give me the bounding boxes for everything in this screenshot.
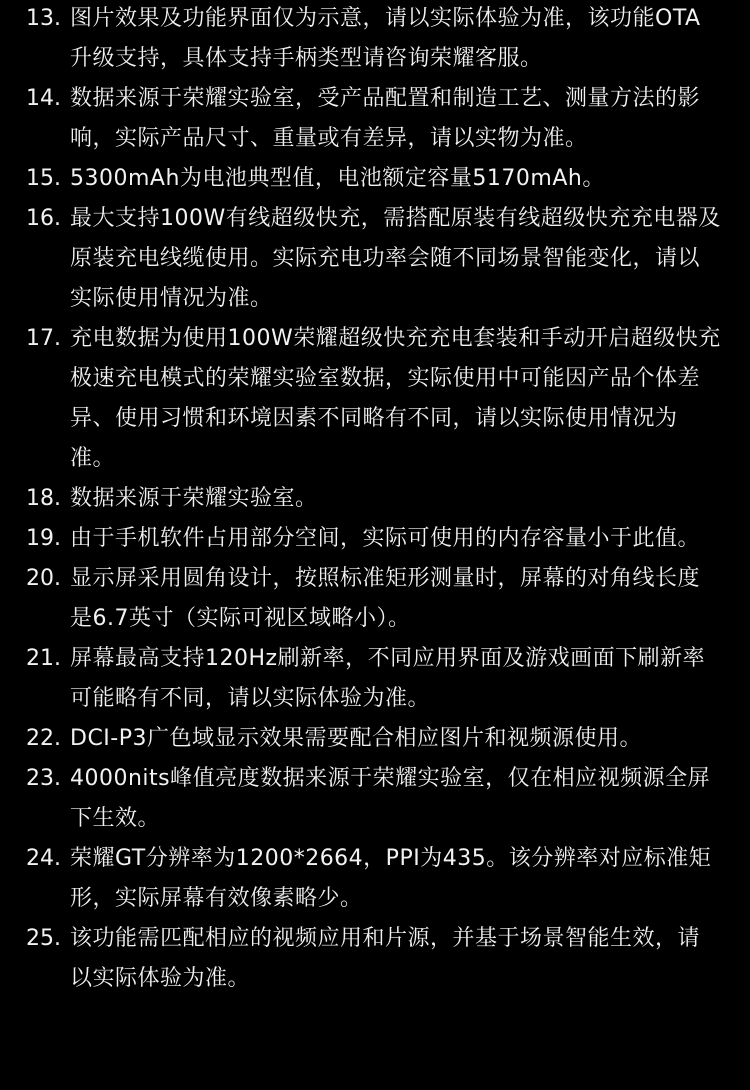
footnote-number: 18. (26, 486, 61, 511)
footnote-text: 4000nits峰值亮度数据来源于荣耀实验室，仅在相应视频源全屏下生效。 (70, 766, 711, 831)
footnote-number: 13. (26, 6, 61, 31)
footnote-text: 5300mAh为电池典型值，电池额定容量5170mAh。 (70, 166, 605, 191)
footnote-20 (0, 559, 750, 639)
footnote-23 (0, 759, 750, 839)
footnote-number: 16. (26, 206, 61, 231)
footnote-text: 充电数据为使用100W荣耀超级快充充电套装和手动开启超级快充极速充电模式的荣耀实验室数据，实际使用中可能因产品个体差异、使用习惯和环境因素不同略有不同，请以实际使用情况为准。 (70, 326, 721, 471)
footnote-14 (0, 79, 750, 159)
footnote-text: 屏幕最高支持120Hz刷新率，不同应用界面及游戏画面下刷新率可能略有不同，请以实际体验为准。 (70, 646, 706, 711)
footnote-text: 数据来源于荣耀实验室。 (70, 486, 318, 511)
footnote-17 (0, 319, 750, 479)
footnote-text: 该功能需匹配相应的视频应用和片源，并基于场景智能生效，请以实际体验为准。 (70, 926, 701, 991)
footnote-21 (0, 639, 750, 719)
footnote-22 (0, 719, 750, 759)
footnote-16 (0, 199, 750, 319)
footnote-18 (0, 479, 750, 519)
footnote-text: 荣耀GT分辨率为1200*2664，PPI为435。该分辨率对应标准矩形，实际屏幕有效像素略少。 (70, 846, 712, 911)
footnote-number: 15. (26, 166, 61, 191)
footnote-number: 22. (26, 726, 61, 751)
footnote-13 (0, 0, 750, 79)
footnote-number: 24. (26, 846, 61, 871)
footnote-number: 17. (26, 326, 61, 351)
footnote-number: 25. (26, 926, 61, 951)
footnote-text: 图片效果及功能界面仅为示意，请以实际体验为准，该功能OTA升级支持，具体支持手柄类型请咨询荣耀客服。 (70, 6, 701, 71)
footnote-number: 19. (26, 526, 61, 551)
footnote-number: 23. (26, 766, 61, 791)
footnote-25 (0, 919, 750, 999)
footnote-number: 14. (26, 86, 61, 111)
footnote-text: 显示屏采用圆角设计，按照标准矩形测量时，屏幕的对角线长度是6.7英寸（实际可视区域略小）。 (70, 566, 701, 631)
footnote-19 (0, 519, 750, 559)
footnote-text: 由于手机软件占用部分空间，实际可使用的内存容量小于此值。 (70, 526, 701, 551)
footnote-15 (0, 159, 750, 199)
footnote-text: DCI-P3广色域显示效果需要配合相应图片和视频源使用。 (70, 726, 642, 751)
footnote-number: 21. (26, 646, 61, 671)
footnote-number: 20. (26, 566, 61, 591)
footnote-text: 最大支持100W有线超级快充，需搭配原装有线超级快充充电器及原装充电线缆使用。实际充电功率会随不同场景智能变化，请以实际使用情况为准。 (70, 206, 721, 311)
footnote-24 (0, 839, 750, 919)
footnote-text: 数据来源于荣耀实验室，受产品配置和制造工艺、测量方法的影响，实际产品尺寸、重量或有差异，请以实物为准。 (70, 86, 701, 151)
